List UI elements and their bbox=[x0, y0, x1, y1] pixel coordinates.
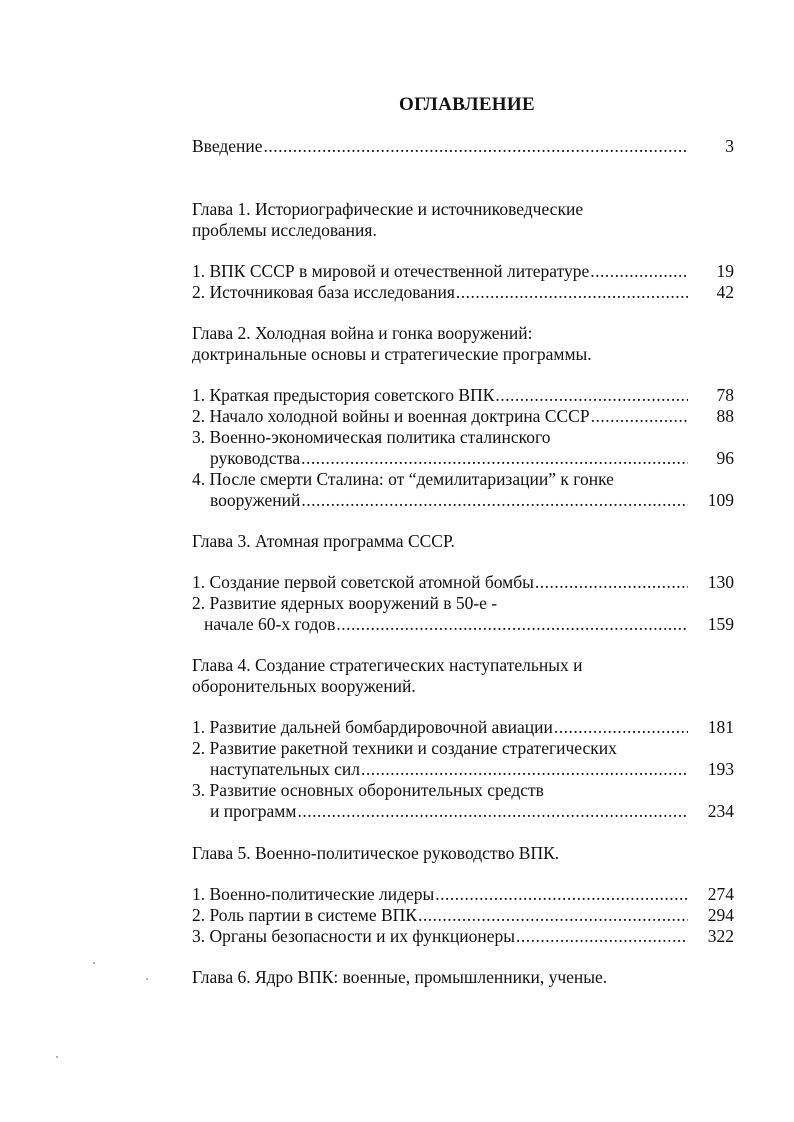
toc-entry[interactable] bbox=[204, 614, 734, 635]
toc-entry-page: 274 bbox=[707, 884, 734, 904]
dot-leader bbox=[590, 261, 688, 282]
toc-entry-label: 1. ВПК СССР в мировой и отечественной литературе bbox=[192, 261, 590, 281]
toc-entry-page: 42 bbox=[716, 282, 734, 302]
toc-entry-label: 1. Военно-политические лидеры bbox=[192, 884, 435, 904]
toc-entry-label-first-line: 3. Военно-экономическая политика сталинского bbox=[192, 427, 551, 447]
toc-entry-label: начале 60-х годов bbox=[204, 614, 336, 634]
chapter-1-heading: Глава 1. Историографические и источниковедческие bbox=[192, 199, 584, 219]
toc-entry[interactable] bbox=[210, 801, 734, 822]
toc-entry[interactable] bbox=[210, 448, 734, 469]
toc-entry-page: 88 bbox=[716, 406, 734, 426]
toc-entry[interactable] bbox=[210, 759, 734, 780]
toc-entry-page: 159 bbox=[707, 614, 734, 634]
scan-speck bbox=[146, 978, 148, 980]
toc-entry-page: 19 bbox=[716, 261, 734, 281]
toc-entry-page: 96 bbox=[716, 448, 734, 468]
chapter-2-heading: Глава 2. Холодная война и гонка вооружений: bbox=[192, 323, 533, 343]
toc-entry-label: 1. Краткая предыстория советского ВПК bbox=[192, 385, 495, 405]
dot-leader bbox=[554, 717, 688, 738]
toc-entry-label-first-line: 3. Развитие основных оборонительных средств bbox=[192, 780, 544, 800]
toc-entry-page: 3 bbox=[725, 136, 734, 156]
toc-entry-page: 109 bbox=[707, 490, 734, 510]
chapter-4-heading-cont: оборонительных вооружений. bbox=[192, 676, 416, 696]
toc-entry[interactable] bbox=[192, 905, 734, 926]
toc-entry-label: 2. Начало холодной войны и военная доктрина СССР bbox=[192, 406, 590, 426]
toc-entry-label: 2. Роль партии в системе ВПК bbox=[192, 905, 417, 925]
toc-entry-page: 181 bbox=[707, 717, 734, 737]
dot-leader bbox=[301, 448, 688, 469]
toc-entry[interactable] bbox=[192, 261, 734, 282]
toc-entry-label: Введение bbox=[192, 136, 263, 156]
dot-leader bbox=[516, 926, 688, 947]
toc-entry-page: 130 bbox=[707, 572, 734, 592]
toc-entry-label: 1. Развитие дальней бомбардировочной авиации bbox=[192, 717, 553, 737]
toc-entry[interactable] bbox=[192, 717, 734, 738]
dot-leader bbox=[361, 759, 688, 780]
chapter-6-heading: Глава 6. Ядро ВПК: военные, промышленники, ученые. bbox=[192, 967, 608, 987]
toc-entry-page: 322 bbox=[707, 926, 734, 946]
dot-leader bbox=[336, 614, 688, 635]
page-title: ОГЛАВЛЕНИЕ bbox=[399, 94, 535, 115]
chapter-3-heading: Глава 3. Атомная программа СССР. bbox=[192, 531, 455, 551]
toc-entry-page: 193 bbox=[707, 759, 734, 779]
dot-leader bbox=[495, 385, 688, 406]
chapter-4-heading: Глава 4. Создание стратегических наступательных и bbox=[192, 655, 583, 675]
toc-entry[interactable] bbox=[192, 884, 734, 905]
toc-entry[interactable] bbox=[192, 282, 734, 303]
toc-entry[interactable] bbox=[210, 490, 734, 511]
scan-speck bbox=[93, 962, 95, 964]
dot-leader bbox=[297, 801, 688, 822]
chapter-5-heading: Глава 5. Военно-политическое руководство ВПК. bbox=[192, 843, 560, 863]
toc-entry-label: и программ bbox=[210, 801, 297, 821]
toc-entry-label: руководства bbox=[210, 448, 301, 468]
toc-entry[interactable] bbox=[192, 572, 734, 593]
toc-entry-label-first-line: 2. Развитие ядерных вооружений в 50-е - bbox=[192, 593, 498, 613]
toc-entry[interactable] bbox=[192, 406, 734, 427]
toc-entry-page: 294 bbox=[707, 905, 734, 925]
dot-leader bbox=[591, 406, 688, 427]
toc-entry[interactable] bbox=[192, 385, 734, 406]
toc-entry[interactable] bbox=[192, 926, 734, 947]
toc-entry-label: 2. Источниковая база исследования bbox=[192, 282, 455, 302]
dot-leader bbox=[435, 884, 688, 905]
dot-leader bbox=[264, 136, 688, 157]
dot-leader bbox=[301, 490, 688, 511]
toc-entry-page: 78 bbox=[716, 385, 734, 405]
dot-leader bbox=[456, 282, 688, 303]
toc-entry-label-first-line: 2. Развитие ракетной техники и создание стратегических bbox=[192, 738, 617, 758]
toc-entry-intro[interactable] bbox=[192, 136, 734, 157]
toc-entry-label: вооружений bbox=[210, 490, 301, 510]
toc-entry-page: 234 bbox=[707, 801, 734, 821]
toc-entry-label: 1. Создание первой советской атомной бомбы bbox=[192, 572, 534, 592]
dot-leader bbox=[418, 905, 688, 926]
toc-entry-label: 3. Органы безопасности и их функционеры bbox=[192, 926, 516, 946]
dot-leader bbox=[535, 572, 688, 593]
chapter-2-heading-cont: доктринальные основы и стратегические программы. bbox=[192, 344, 592, 364]
chapter-1-heading-cont: проблемы исследования. bbox=[192, 220, 377, 240]
scan-speck bbox=[56, 1056, 58, 1058]
toc-entry-label-first-line: 4. После смерти Сталина: от “демилитаризации” к гонке bbox=[192, 469, 614, 489]
toc-entry-label: наступательных сил bbox=[210, 759, 360, 779]
